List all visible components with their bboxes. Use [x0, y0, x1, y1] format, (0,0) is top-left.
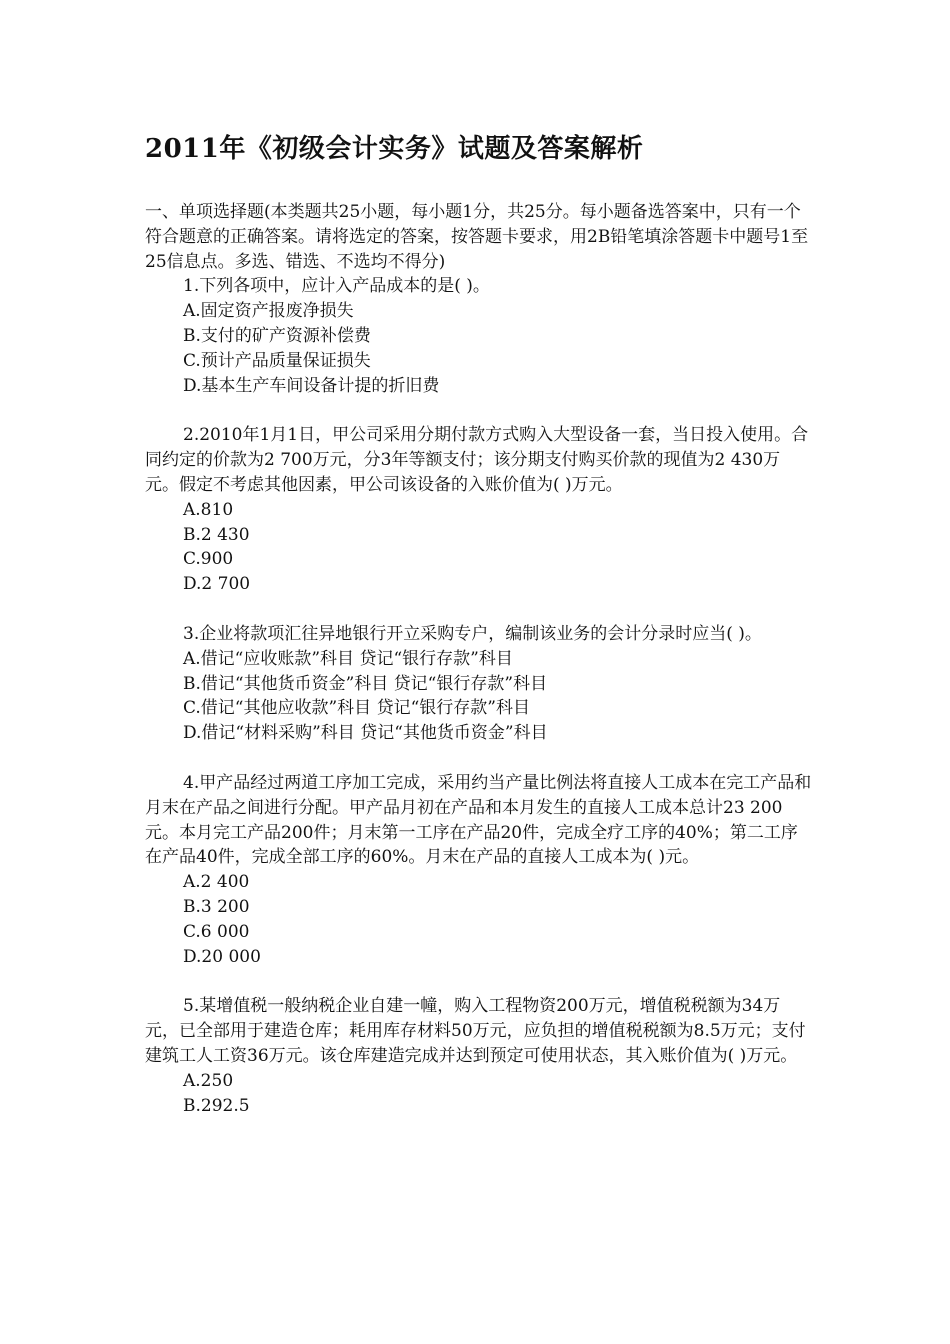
answer-option: B.3 200	[183, 896, 250, 917]
answer-option: A.借记“应收账款”科目 贷记“银行存款”科目	[183, 648, 513, 669]
answer-option: A.2 400	[183, 872, 250, 893]
question-stem: 1.下列各项中，应计入产品成本的是( )。	[183, 276, 490, 297]
answer-option: D.2 700	[183, 574, 251, 595]
document-title: 2011年《初级会计实务》试题及答案解析	[145, 134, 644, 164]
answer-option: B.292.5	[183, 1095, 250, 1116]
answer-option: A.250	[183, 1070, 234, 1091]
question-stem: 5.某增值税一般纳税企业自建一幢，购入工程物资200万元，增值税税额为34万元，已全部用于建造仓库；耗用库存材料50万元，应负担的增值税税额为8.5万元；支付建筑工人工资36万元。该仓库建造完成并达到预定可使用状态，其入账价值为( )万元。	[145, 996, 806, 1066]
answer-option: D.20 000	[183, 946, 261, 967]
document-body	[145, 200, 813, 1118]
question-3	[145, 622, 813, 746]
answer-option: C.预计产品质量保证损失	[183, 350, 371, 371]
question-2	[145, 423, 813, 597]
question-1	[145, 274, 813, 398]
answer-option: B.借记“其他货币资金”科目 贷记“银行存款”科目	[183, 673, 548, 694]
answer-option: D.基本生产车间设备计提的折旧费	[183, 375, 440, 396]
answer-option: A.固定资产报废净损失	[183, 301, 354, 322]
question-stem: 2.2010年1月1日，甲公司采用分期付款方式购入大型设备一套，当日投入使用。合同约定的价款为2 700万元，分3年等额支付；该分期支付购买价款的现值为2 430万元。假定不考虑其他因素，甲公司该设备的入账价值为( )万元。	[145, 425, 809, 495]
answer-option: B.支付的矿产资源补偿费	[183, 325, 371, 346]
answer-option: B.2 430	[183, 524, 250, 545]
question-5	[145, 994, 813, 1118]
answer-option: C.借记“其他应收款”科目 贷记“银行存款”科目	[183, 698, 530, 719]
answer-option: C.6 000	[183, 921, 250, 942]
answer-option: C.900	[183, 549, 234, 570]
answer-option: D.借记“材料采购”科目 贷记“其他货币资金”科目	[183, 723, 548, 744]
section-intro: 一、单项选择题(本类题共25小题，每小题1分，共25分。每小题备选答案中，只有一个符合题意的正确答案。请将选定的答案，按答题卡要求，用2B铅笔填涂答题卡中题号1至25信息点。多选、错选、不选均不得分)	[145, 202, 809, 272]
question-stem: 4.甲产品经过两道工序加工完成，采用约当产量比例法将直接人工成本在完工产品和月末在产品之间进行分配。甲产品月初在产品和本月发生的直接人工成本总计23 200元。本月完工产品200件；月末第一工序在产品20件，完成全疗工序的40%；第二工序在产品40件，完成全部工序的60%。月末在产品的直接人工成本为( )元。	[145, 772, 812, 868]
question-4	[145, 771, 813, 969]
answer-option: A.810	[183, 499, 234, 520]
question-stem: 3.企业将款项汇往异地银行开立采购专户，编制该业务的会计分录时应当( )。	[183, 623, 762, 644]
